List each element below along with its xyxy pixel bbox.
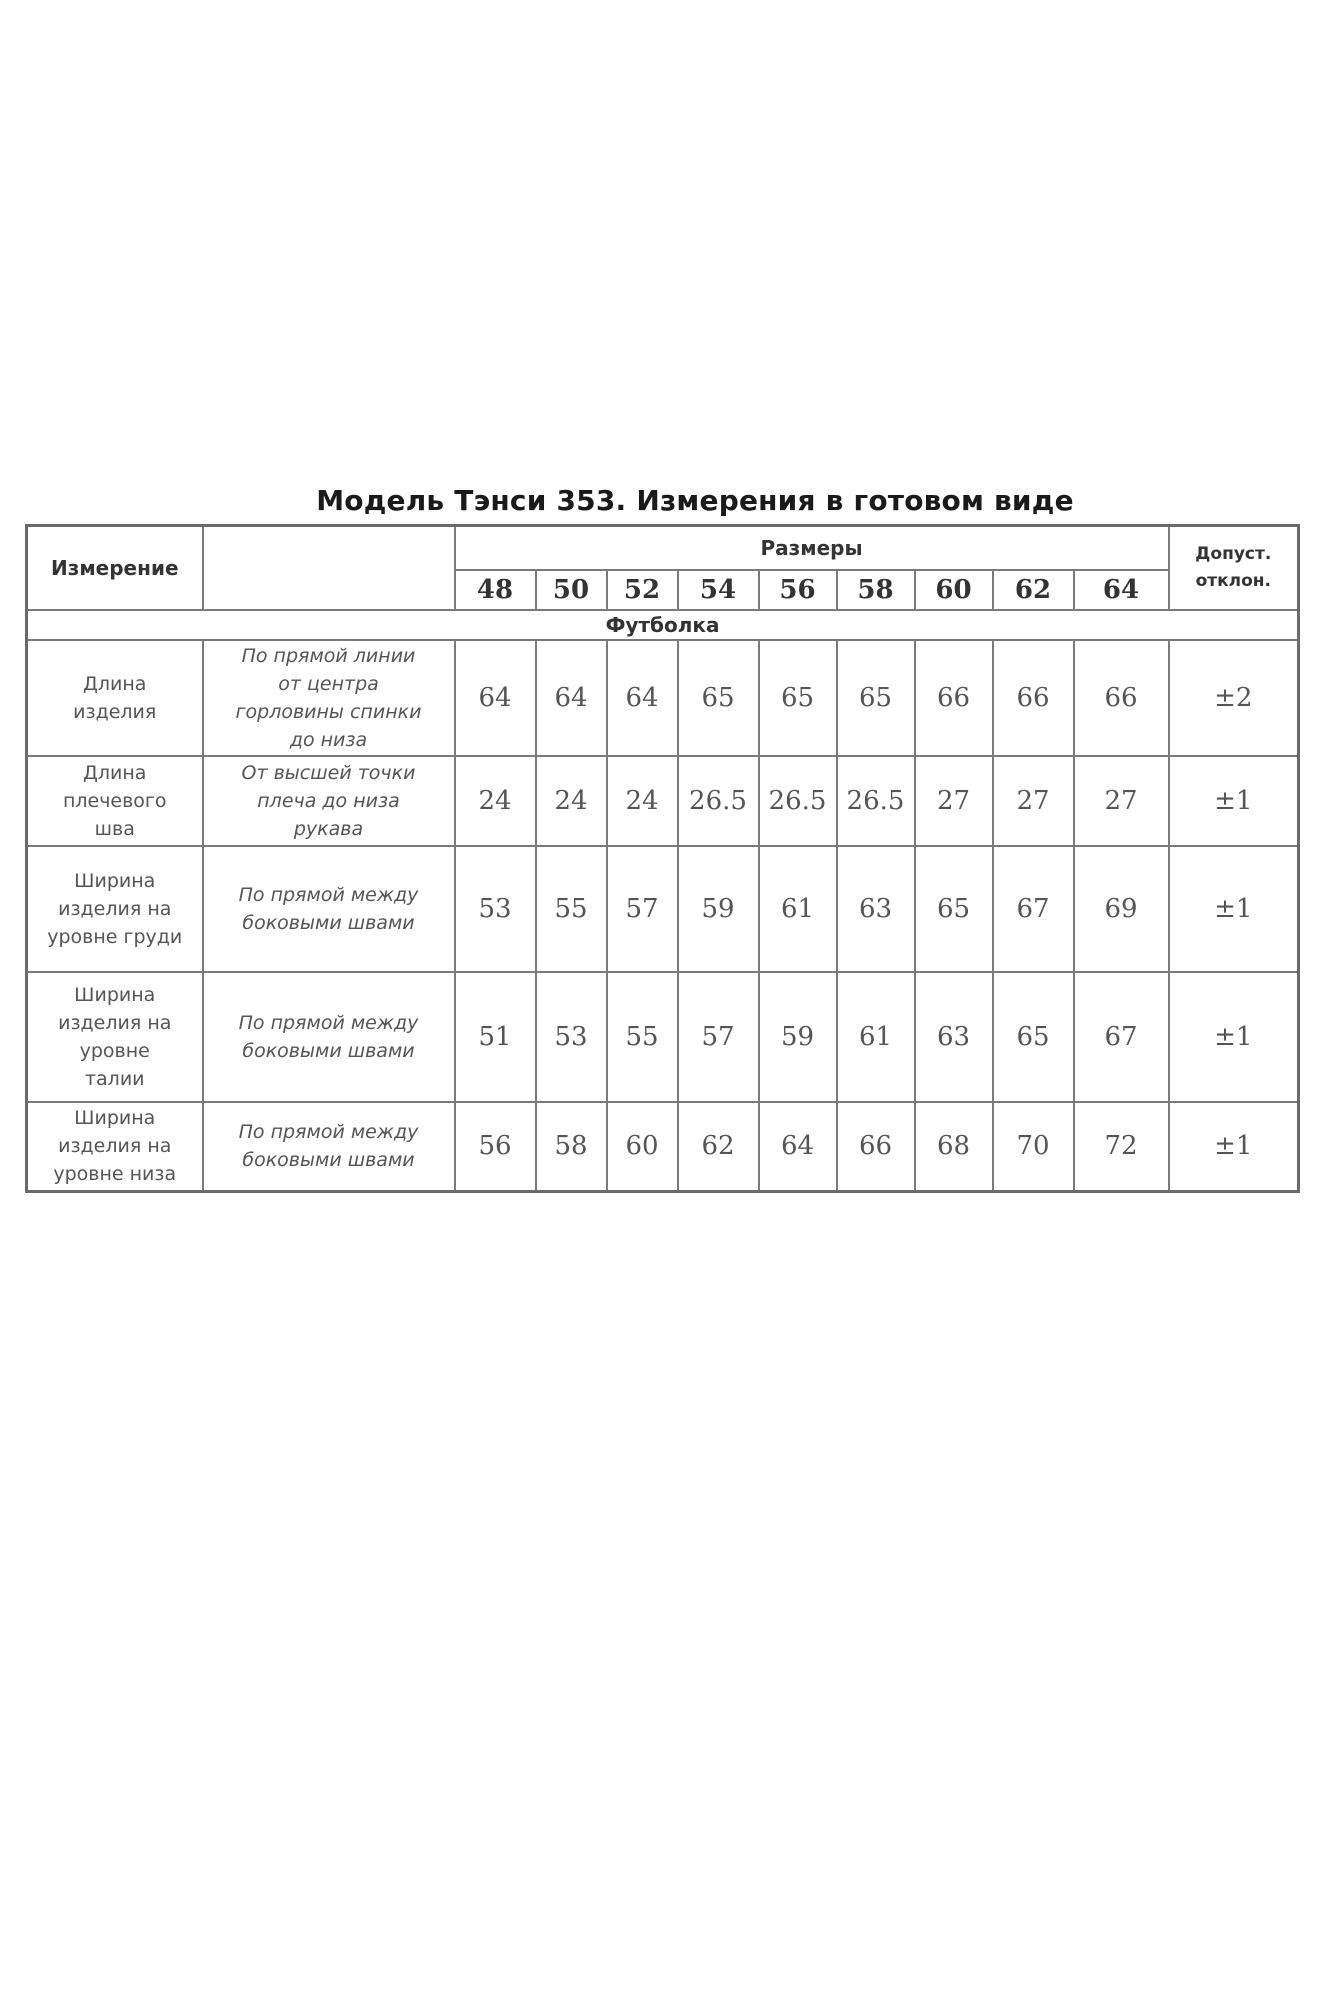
measurement-name: Длина изделия: [27, 640, 203, 756]
measurement-name: Длина плечевого шва: [27, 756, 203, 846]
measurement-value: 65: [759, 640, 837, 756]
measurement-value: 53: [536, 972, 607, 1102]
table-row: [27, 972, 1299, 1102]
section-title: Футболка: [27, 610, 1299, 640]
measurement-value: 64: [759, 1102, 837, 1192]
table-row: [27, 640, 1299, 756]
measurement-value: 61: [837, 972, 915, 1102]
measurement-value: 66: [837, 1102, 915, 1192]
table-row: [27, 756, 1299, 846]
measurement-name: Ширина изделия на уровне груди: [27, 846, 203, 972]
size-header-cell: 54: [678, 570, 759, 610]
measurement-value: 24: [607, 756, 678, 846]
measurement-value: 27: [993, 756, 1074, 846]
measurement-description: По прямой между боковыми швами: [203, 972, 455, 1102]
measurement-value: 55: [607, 972, 678, 1102]
measurement-value: 70: [993, 1102, 1074, 1192]
measurement-value: 64: [536, 640, 607, 756]
measurement-value: 65: [915, 846, 993, 972]
measurement-description: По прямой линии от центра горловины спинки до низа: [203, 640, 455, 756]
measurement-value: 63: [915, 972, 993, 1102]
measurement-value: 67: [1074, 972, 1169, 1102]
table-row: [27, 1102, 1299, 1192]
measurement-value: 65: [678, 640, 759, 756]
measurement-description: По прямой между боковыми швами: [203, 846, 455, 972]
size-header-cell: 52: [607, 570, 678, 610]
measurement-value: 26.5: [837, 756, 915, 846]
description-header: [203, 526, 455, 610]
size-header-cell: 48: [455, 570, 536, 610]
measurement-value: 64: [607, 640, 678, 756]
tolerance-value: ±2: [1169, 640, 1299, 756]
measurement-value: 56: [455, 1102, 536, 1192]
measurement-value: 51: [455, 972, 536, 1102]
measurement-value: 66: [1074, 640, 1169, 756]
tolerance-value: ±1: [1169, 756, 1299, 846]
measurement-value: 27: [915, 756, 993, 846]
measurement-value: 66: [993, 640, 1074, 756]
measurement-value: 62: [678, 1102, 759, 1192]
measurement-value: 67: [993, 846, 1074, 972]
measurement-description: От высшей точки плеча до низа рукава: [203, 756, 455, 846]
measurement-value: 60: [607, 1102, 678, 1192]
measurement-value: 57: [607, 846, 678, 972]
section-row: [27, 610, 1299, 640]
header-row-sizes: [27, 526, 1299, 570]
measurement-description: По прямой между боковыми швами: [203, 1102, 455, 1192]
measurement-value: 55: [536, 846, 607, 972]
measurement-value: 59: [678, 846, 759, 972]
size-header-cell: 58: [837, 570, 915, 610]
measurement-value: 66: [915, 640, 993, 756]
size-header-cell: 56: [759, 570, 837, 610]
document-title: Модель Тэнси 353. Измерения в готовом виде: [316, 484, 1074, 517]
measurement-value: 24: [536, 756, 607, 846]
measurement-name: Ширина изделия на уровне талии: [27, 972, 203, 1102]
tolerance-value: ±1: [1169, 846, 1299, 972]
measurement-value: 53: [455, 846, 536, 972]
size-header-cell: 64: [1074, 570, 1169, 610]
measurement-value: 68: [915, 1102, 993, 1192]
size-header-cell: 50: [536, 570, 607, 610]
measurement-value: 69: [1074, 846, 1169, 972]
measurement-value: 24: [455, 756, 536, 846]
measurement-value: 58: [536, 1102, 607, 1192]
measurement-name: Ширина изделия на уровне низа: [27, 1102, 203, 1192]
measurement-value: 61: [759, 846, 837, 972]
measurement-value: 64: [455, 640, 536, 756]
measurement-value: 63: [837, 846, 915, 972]
size-header-cell: 60: [915, 570, 993, 610]
tolerance-header: Допуст. отклон.: [1169, 526, 1299, 610]
measurement-header: Измерение: [27, 526, 203, 610]
measurements-table: [25, 524, 1300, 1193]
size-header-cell: 62: [993, 570, 1074, 610]
measurement-value: 27: [1074, 756, 1169, 846]
tolerance-value: ±1: [1169, 1102, 1299, 1192]
sizes-header: Размеры: [455, 526, 1169, 570]
measurement-value: 26.5: [678, 756, 759, 846]
measurement-value: 26.5: [759, 756, 837, 846]
tolerance-value: ±1: [1169, 972, 1299, 1102]
measurement-value: 72: [1074, 1102, 1169, 1192]
measurement-value: 59: [759, 972, 837, 1102]
measurement-value: 65: [837, 640, 915, 756]
measurement-value: 65: [993, 972, 1074, 1102]
table-row: [27, 846, 1299, 972]
measurement-value: 57: [678, 972, 759, 1102]
